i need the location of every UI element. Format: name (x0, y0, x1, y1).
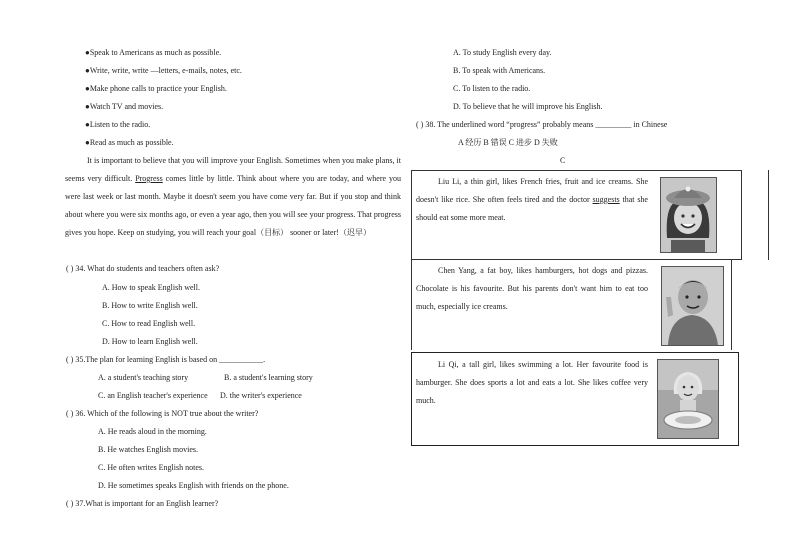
q34-option-a: A. How to speak English well. (102, 283, 200, 292)
q34-option-c: C. How to read English well. (102, 319, 196, 328)
tip-6: ●Read as much as possible. (85, 138, 174, 147)
q34-option-b: B. How to write English well. (102, 301, 198, 310)
paragraph-part-1: It is important to believe that you will improve your English. Sometimes when you make plans, it seems very difficult. (65, 156, 401, 183)
q34-option-d: D. How to learn English well. (102, 337, 198, 346)
underlined-word-progress: Progress (135, 174, 163, 183)
q36-option-c: C. He often writes English notes. (98, 463, 204, 472)
underlined-word-suggests: suggests (592, 195, 620, 204)
q35-option-c: C. an English teacher's experience (98, 391, 208, 400)
q35-option-d: D. the writer's experience (220, 391, 302, 400)
q37-option-d: D. To believe that he will improve his English. (453, 102, 603, 111)
profile-text-liu-li (416, 173, 648, 227)
girl-in-hat-photo (660, 177, 717, 253)
boy-illustration (662, 267, 723, 345)
tip-5: ●Listen to the radio. (85, 120, 151, 129)
tip-4: ●Watch TV and movies. (85, 102, 164, 111)
profile-liu-li-part-1: Liu Li, a thin girl, likes French fries, fruit and ice creams. She doesn't like rice. She often feels tired and the doctor (416, 177, 648, 204)
profile-liu-li-part-2: that she should eat some more meat. (416, 195, 648, 222)
question-38-stem: ( ) 38. The underlined word “progress” probably means _________ in Chinese (416, 120, 668, 129)
q36-option-a: A. He reads aloud in the morning. (98, 427, 207, 436)
q37-option-c: C. To listen to the radio. (453, 84, 531, 93)
question-37-stem: ( ) 37.What is important for an English learner? (66, 499, 219, 508)
tip-3: ●Make phone calls to practice your English. (85, 84, 227, 93)
q35-option-a: A. a student's teaching story (98, 373, 189, 382)
reading-paragraph (65, 152, 401, 242)
q37-option-b: B. To speak with Americans. (453, 66, 546, 75)
q36-option-b: B. He watches English movies. (98, 445, 198, 454)
q38-options: A 经历 B 错误 C 进步 D 失败 (458, 138, 558, 147)
tip-2: ●Write, write, write —letters, e-mails, notes, etc. (85, 66, 242, 75)
table-edge-line (768, 170, 769, 260)
tip-1: ●Speak to Americans as much as possible. (85, 48, 222, 57)
q36-option-d: D. He sometimes speaks English with friends on the phone. (98, 481, 289, 490)
paragraph-part-2: comes little by little. Think about where you are today, and where you were last week or last month. Maybe it doesn't seem you have come very far. But if you stop and think about where you were six months ago, or even a year ago, then you will see your progress. That progress gives you hope. Keep on studying, you will reach your goal（目标） sooner or later!（迟早） (65, 174, 401, 237)
girl-with-swim-ring-illustration (658, 360, 718, 438)
question-35-stem: ( ) 35.The plan for learning English is based on ___________. (66, 355, 266, 364)
boy-photo (661, 266, 724, 346)
question-34-stem: ( ) 34. What do students and teachers often ask? (66, 264, 220, 273)
q35-option-b: B. a student's learning story (224, 373, 313, 382)
q38-answer: C (560, 156, 566, 165)
girl-in-hat-illustration (661, 178, 716, 252)
question-36-stem: ( ) 36. Which of the following is NOT true about the writer? (66, 409, 259, 418)
table-middle-line (731, 260, 732, 350)
profile-text-li-qi: Li Qi, a tall girl, likes swimming a lot. Her favourite food is hamburger. She does sports a lot and eats a lot. She likes coffee very much. (416, 360, 648, 405)
q37-option-a: A. To study English every day. (453, 48, 552, 57)
table-left-line (411, 260, 412, 350)
profile-text-chen-yang: Chen Yang, a fat boy, likes hamburgers, hot dogs and pizzas. Chocolate is his favourite. But his parents don't want him to eat too much, especially ice creams. (416, 266, 648, 311)
girl-with-swim-ring-photo (657, 359, 719, 439)
